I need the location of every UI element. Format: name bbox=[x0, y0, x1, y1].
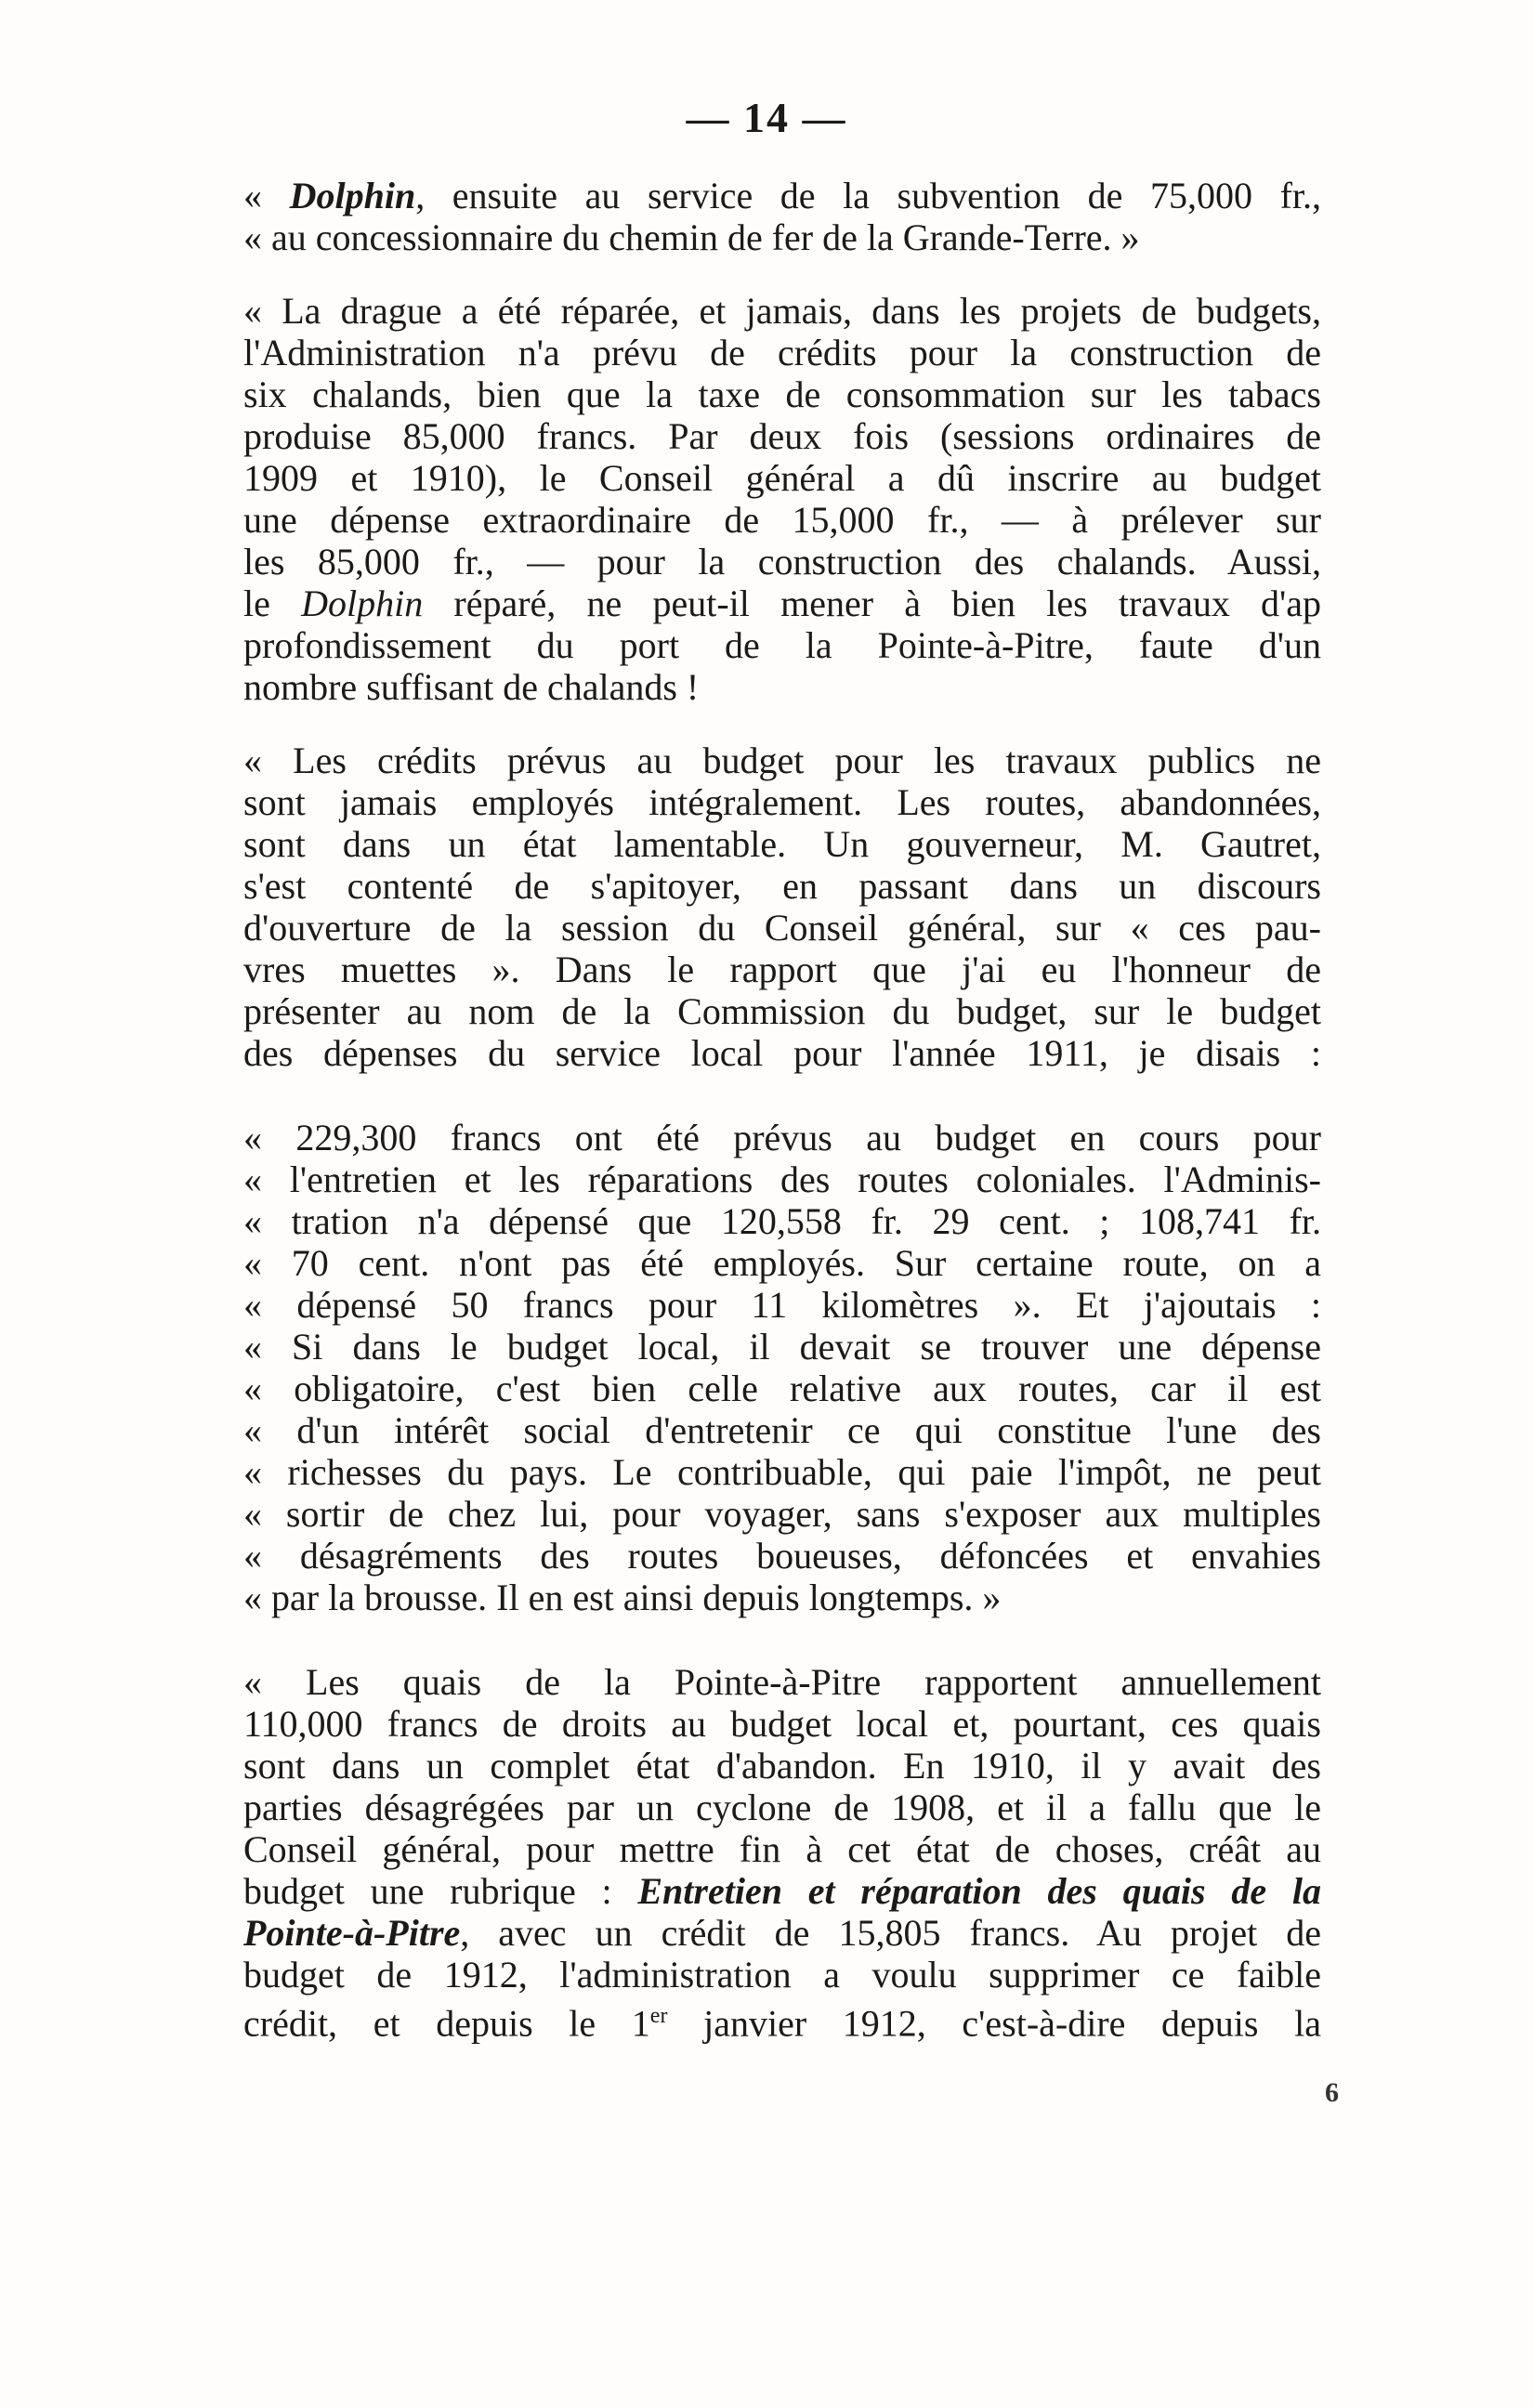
text-line: une dépense extraordinaire de 15,000 fr., — à prélever sur bbox=[243, 499, 1321, 541]
text-line: crédit, et depuis le 1er janvier 1912, c'est-à-dire depuis la bbox=[243, 2002, 1321, 2045]
text-line: l'Administration n'a prévu de crédits pour la construction de bbox=[243, 332, 1321, 373]
text-line: « 229,300 francs ont été prévus au budget en cours pour bbox=[243, 1117, 1321, 1158]
text-line: « obligatoire, c'est bien celle relative aux routes, car il est bbox=[243, 1368, 1321, 1409]
text-line: « Dolphin, ensuite au service de la subvention de 75,000 fr., bbox=[243, 175, 1322, 216]
text-line: présenter au nom de la Commission du budget, sur le budget bbox=[243, 990, 1321, 1032]
text-line: « Les crédits prévus au budget pour les travaux publics ne bbox=[243, 739, 1321, 781]
text-line: produise 85,000 francs. Par deux fois (sessions ordinaires de bbox=[243, 415, 1321, 457]
text-line: les 85,000 fr., — pour la construction des chalands. Aussi, bbox=[243, 541, 1321, 582]
text-line: « par la brousse. Il en est ainsi depuis longtemps. » bbox=[243, 1577, 1002, 1618]
text-line: d'ouverture de la session du Conseil général, sur « ces pau- bbox=[243, 907, 1321, 949]
text-line: sont dans un complet état d'abandon. En 1910, il y avait des bbox=[243, 1745, 1321, 1786]
text-line: « d'un intérêt social d'entretenir ce qui constitue l'une des bbox=[243, 1409, 1321, 1451]
text-line: « Si dans le budget local, il devait se trouver une dépense bbox=[243, 1326, 1321, 1368]
text-line: sont jamais employés intégralement. Les routes, abandonnées, bbox=[243, 781, 1321, 823]
text-line: Pointe-à-Pitre, avec un crédit de 15,805 francs. Au projet de bbox=[243, 1912, 1321, 1954]
text-line: des dépenses du service local pour l'année 1911, je disais : bbox=[243, 1032, 1321, 1074]
body-text bbox=[243, 175, 1321, 2044]
text-line: « dépensé 50 francs pour 11 kilomètres ». Et j'ajoutais : bbox=[243, 1284, 1321, 1326]
text-line: « La drague a été réparée, et jamais, dans les projets de budgets, bbox=[243, 290, 1321, 332]
text-line: le Dolphin réparé, ne peut-il mener à bien les travaux d'ap bbox=[243, 582, 1321, 624]
text-line: six chalands, bien que la taxe de consommation sur les tabacs bbox=[243, 373, 1321, 415]
text-line: parties désagrégées par un cyclone de 1908, et il a fallu que le bbox=[243, 1786, 1321, 1828]
text-line: Conseil général, pour mettre fin à cet état de choses, créât au bbox=[243, 1828, 1321, 1870]
text-line: vres muettes ». Dans le rapport que j'ai eu l'honneur de bbox=[243, 949, 1321, 990]
text-line: nombre suffisant de chalands ! bbox=[243, 666, 700, 708]
text-line: budget de 1912, l'administration a voulu supprimer ce faible bbox=[243, 1954, 1321, 1996]
text-line: « tration n'a dépensé que 120,558 fr. 29 cent. ; 108,741 fr. bbox=[243, 1200, 1321, 1242]
text-line: « désagréments des routes boueuses, défoncées et envahies bbox=[243, 1535, 1321, 1577]
text-line: « au concessionnaire du chemin de fer de la Grande-Terre. » bbox=[243, 216, 1140, 258]
text-line: budget une rubrique : Entretien et réparation des quais de la bbox=[243, 1870, 1321, 1912]
text-line: « 70 cent. n'ont pas été employés. Sur certaine route, on a bbox=[243, 1242, 1321, 1284]
text-line: « sortir de chez lui, pour voyager, sans s'exposer aux multiples bbox=[243, 1493, 1321, 1535]
text-line: sont dans un état lamentable. Un gouverneur, M. Gautret, bbox=[243, 823, 1321, 865]
text-line: « Les quais de la Pointe-à-Pitre rapportent annuellement bbox=[243, 1661, 1321, 1703]
text-line: 1909 et 1910), le Conseil général a dû inscrire au budget bbox=[243, 457, 1321, 499]
page-number: — 14 — bbox=[686, 94, 847, 141]
signature-mark: 6 bbox=[1325, 2077, 1339, 2108]
text-line: profondissement du port de la Pointe-à-Pitre, faute d'un bbox=[243, 624, 1321, 666]
text-line: 110,000 francs de droits au budget local et, pourtant, ces quais bbox=[243, 1703, 1321, 1745]
text-line: « l'entretien et les réparations des routes coloniales. l'Adminis- bbox=[243, 1158, 1321, 1200]
text-line: s'est contenté de s'apitoyer, en passant dans un discours bbox=[243, 865, 1321, 907]
text-line: « richesses du pays. Le contribuable, qui paie l'impôt, ne peut bbox=[243, 1451, 1321, 1493]
